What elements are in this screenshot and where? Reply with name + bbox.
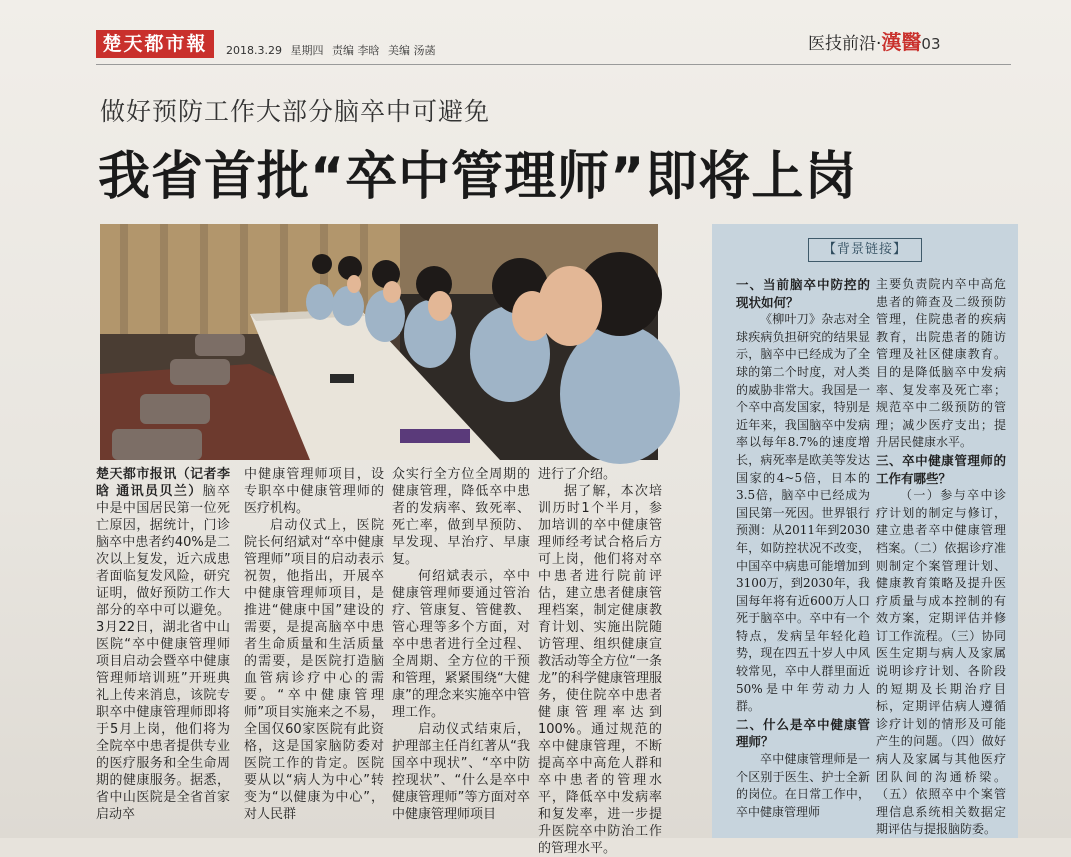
article-column-3: [392, 466, 530, 823]
sidebar-column-2: [876, 276, 1006, 839]
issue-weekday: 星期四: [290, 44, 324, 57]
sidebar-paragraph: 主要负责院内卒中高危患者的筛查及二级预防管理，住院患者的疾病教育，出院患者的随访管理及社区健康教育。目的是降低脑卒中发病率、复发率及死亡率；规范卒中二级预防的管理；减少医疗支出；提升居民健康水平。: [876, 277, 1006, 450]
masthead-logo: 楚天都市報: [96, 30, 214, 58]
header-divider: [96, 64, 1011, 65]
article-headline: 我省首批“卒中管理师”即将上岗: [98, 147, 858, 207]
article-paragraph: 进行了介绍。: [538, 467, 617, 482]
sidebar-paragraph: （一）参与卒中诊疗计划的制定与修订，建立患者卒中健康管理档案。（二）依据诊疗准则制定个案管理计划、健康教育策略及提升医疗质量与成本控制的有效方案，定期评估并修订工作流程。（三）协同医生定期与病人及家属说明诊疗计划、各阶段的短期及长期治疗目标，定期评估病人遵循诊疗计划的情形及可能产生的问题。（四）做好病人及家属与其他医疗团队间的沟通桥梁。（五）依照卒中个案管理信息系统相关数据定期评估与提报脑防委。: [876, 488, 1006, 837]
sidebar-heading-3: 三、卒中健康管理师的工作有哪些？: [876, 452, 1006, 486]
article-column-4: [538, 466, 662, 857]
editor-credit: 责编 李晗: [331, 44, 380, 57]
article-paragraph: 据了解，本次培训历时1个半月，参加培训的卒中健康管理师经考试合格后方可上岗，他们将对卒中患者进行院前评估，建立患者健康管理档案，制定健康教育计划、实施出院随访管理、组织健康宣教活动等全方位“一条龙”的科学健康管理服务，使住院卒中患者健康管理率达到100%。通过规范的卒中健康管理，不断提高卒中高危人群和卒中患者的管理水平，降低卒中发病率和复发率，进一步提升医院卒中防治工作的管理水平。: [538, 484, 662, 856]
article-column-2: [244, 466, 384, 823]
designer-credit: 美编 汤菡: [387, 44, 436, 57]
training-photo: [100, 224, 658, 460]
sidebar-heading-2: 二、什么是卒中健康管理师？: [736, 716, 870, 750]
article-subtitle: 做好预防工作大部分脑卒中可避免: [100, 97, 491, 126]
section-name: 医技前沿·: [808, 34, 882, 54]
page-header: [0, 0, 1071, 58]
sidebar-paragraph: 《柳叶刀》杂志对全球疾病负担研究的结果显示，脑卒中已经成为了全球的第二个时度，对人类的威胁非常大。我国是一个卒中高发国家，特别是近年来，我国脑卒中发病率以每年8.7%的速度增长，病死率是欧美等发达国家的4~5倍，日本的3.5倍，脑卒中已经成为国民第一死因。世界银行预测：从2011年到2030年，如防控状况不改变，中国卒中病患可能增加到3100万，到2030年，我国每年将有近600万人口死于脑卒中。卒中有一个特点，发病呈年轻化趋势，现在四五十岁人中风较常见，卒中人群里面近50%是中年劳动力人群。: [736, 312, 870, 714]
sidebar-badge: 【背景链接】: [808, 238, 922, 262]
article-paragraph: 众实行全方位全周期的健康管理，降低卒中患者的发病率、致死率、死亡率，做到早预防、早发现、早治疗、早康复。: [392, 467, 530, 567]
article-paragraph: 何绍斌表示，卒中健康管理师要通过管治疗、管康复、管健教、管心理等多个方面，对卒中患者进行全过程、全周期、全方位的干预和管理，紧紧围绕“大健康”的理念来实施卒中管理工作。: [392, 569, 530, 720]
article-byline: 楚天都市报讯（记者李晗 通讯员贝兰）: [96, 467, 230, 499]
sidebar-paragraph: 卒中健康管理师是一个区别于医生、护士全新的岗位。在日常工作中，卒中健康管理师: [736, 752, 870, 819]
article-column-1: [96, 466, 230, 823]
article-text: 脑卒中是中国居民第一位死亡原因，据统计，门诊脑卒中患者约40%是二次以上复发，近六成患者面临复发风险，研究证明，做好预防工作大部分的卒中可以避免。3月22日，湖北省中山医院“卒中健康管理师项目启动会暨卒中健康管理师培训班”开班典礼上传来消息，该院专职卒中健康管理师即将于5月上岗，他们将为全院卒中患者提供专业的医疗服务和全生命周期的健康服务。据悉，省中山医院是全省首家启动卒: [96, 484, 230, 822]
page-number: 03: [921, 35, 941, 53]
sidebar-heading-1: 一、当前脑卒中防控的现状如何？: [736, 277, 870, 310]
issue-date: 2018.3.29: [226, 44, 282, 57]
dateline: [226, 42, 440, 58]
article-paragraph: 中健康管理师项目，设专职卒中健康管理师的医疗机构。: [244, 467, 384, 516]
background-sidebar: [712, 224, 1018, 838]
sidebar-column-1: [736, 276, 870, 821]
section-header: [808, 26, 941, 55]
article-paragraph: 启动仪式结束后，护理部主任肖红著从“我国卒中现状”、“卒中防控现状”、“什么是卒中健康管理师”等方面对卒中健康管理师项目: [392, 722, 530, 822]
section-brand: 漢醫: [881, 30, 922, 54]
article-paragraph: 启动仪式上，医院院长何绍斌对“卒中健康管理师”项目的启动表示祝贺，他指出，开展卒中健康管理师项目，是推进“健康中国”建设的需要，是提高脑卒中患者生命质量和生活质量的需要，是医院打造脑血管病诊疗中心的需要。“卒中健康管理师”项目实施来之不易，全国仅60家医院有此资格，这是国家脑防委对医院工作的肯定。医院要从以“病人为中心”转变为“以健康为中心”，对人民群: [244, 518, 384, 822]
